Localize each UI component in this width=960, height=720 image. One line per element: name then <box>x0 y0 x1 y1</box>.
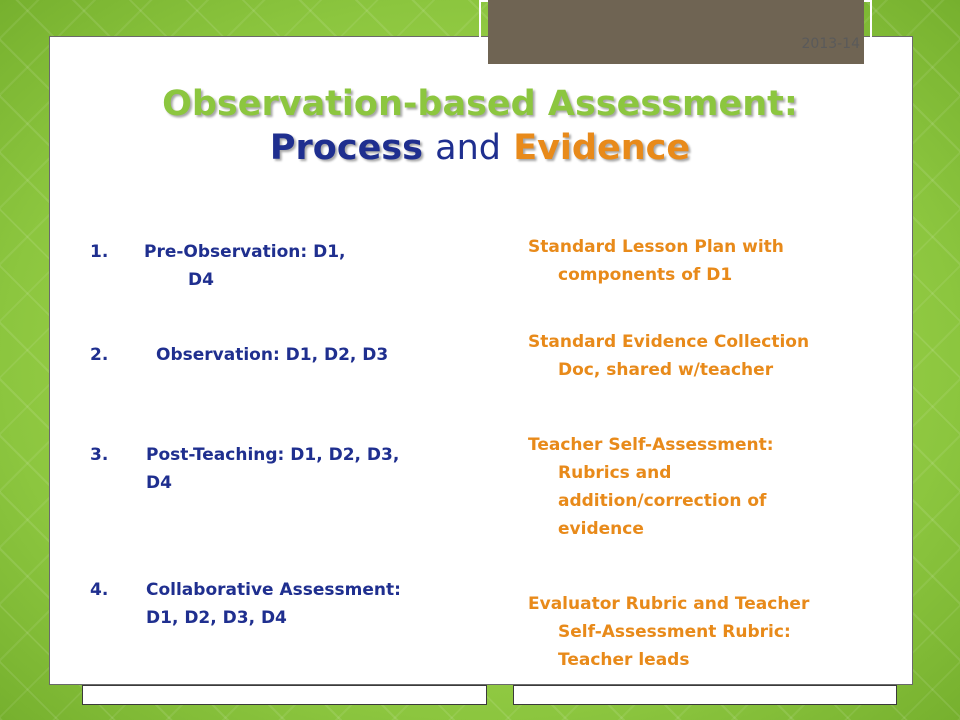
process-step-text: Observation: D1, D2, D3 <box>156 345 389 365</box>
process-step-number: 3. <box>90 445 109 465</box>
evidence-text: Standard Lesson Plan with <box>528 237 784 257</box>
process-step-number: 1. <box>90 242 109 262</box>
title-process: Process <box>269 128 423 168</box>
evidence-text-cont: addition/correction of <box>558 491 767 511</box>
process-step-text: Collaborative Assessment: <box>146 580 401 600</box>
evidence-text-cont: Rubrics and <box>558 463 672 483</box>
evidence-text: Teacher Self-Assessment: <box>528 435 774 455</box>
evidence-text: Evaluator Rubric and Teacher <box>528 594 810 614</box>
evidence-item-3 <box>528 433 888 541</box>
title-line-2 <box>60 126 900 170</box>
evidence-text-cont: evidence <box>558 519 644 539</box>
evidence-item-1 <box>528 235 888 287</box>
evidence-text-cont: Doc, shared w/teacher <box>558 360 774 380</box>
evidence-text-cont: Self-Assessment Rubric: <box>558 622 791 642</box>
process-step-text: Pre-Observation: D1, <box>144 242 346 262</box>
process-step-text-cont: D4 <box>188 270 214 290</box>
slide-title <box>60 82 900 170</box>
evidence-item-4 <box>528 592 888 672</box>
title-evidence: Evidence <box>513 128 691 168</box>
process-step-text: Post-Teaching: D1, D2, D3, <box>146 445 400 465</box>
header-tab <box>488 0 864 64</box>
title-and: and <box>435 128 502 168</box>
footer-box-right <box>513 685 897 705</box>
evidence-item-2 <box>528 330 888 382</box>
footer-box-left <box>82 685 487 705</box>
title-line-1: Observation-based Assessment: <box>162 84 798 124</box>
evidence-text-cont: Teacher leads <box>558 650 690 670</box>
evidence-text-cont: components of D1 <box>558 265 733 285</box>
process-step-number: 4. <box>90 580 109 600</box>
process-step-text-cont: D1, D2, D3, D4 <box>146 608 287 628</box>
process-step-text-cont: D4 <box>146 473 172 493</box>
process-step-number: 2. <box>90 345 109 365</box>
evidence-text: Standard Evidence Collection <box>528 332 810 352</box>
date-label: 2013-14 <box>801 36 860 52</box>
